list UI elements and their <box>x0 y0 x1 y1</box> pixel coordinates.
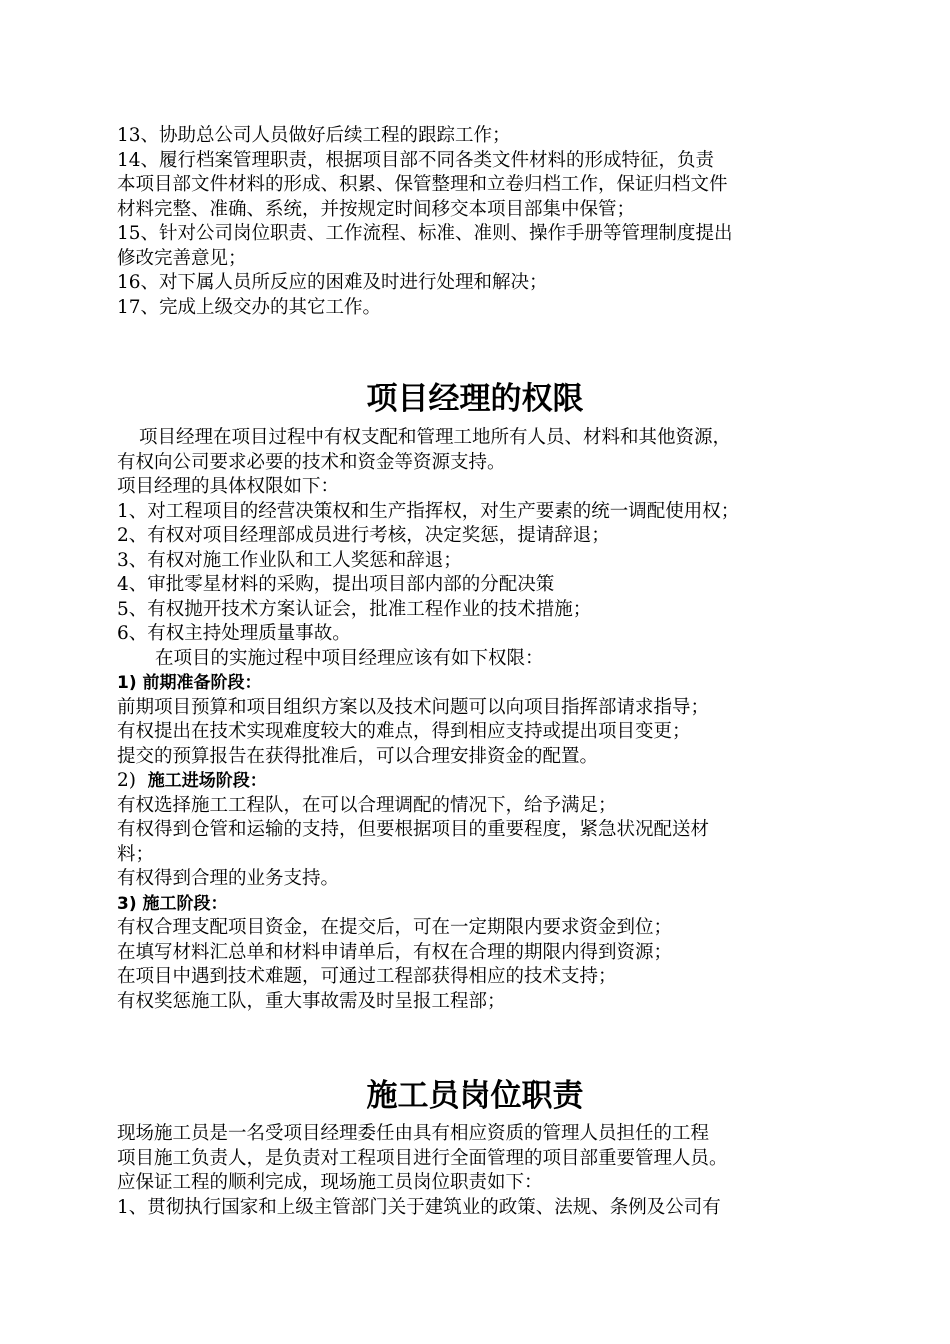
phase-heading-construction: 3) 施工阶段： <box>117 893 228 914</box>
list-item: 前期项目预算和项目组织方案以及技术问题可以向项目指挥部请求指导； <box>117 696 710 718</box>
duty-list-continued <box>117 124 839 320</box>
paragraph-line: 项目经理在项目过程中有权支配和管理工地所有人员、材料和其他资源， <box>139 427 732 448</box>
section-title-construction-worker-duties: 施工员岗位职责 <box>366 1078 584 1114</box>
pm-authority-body <box>117 426 839 1014</box>
paragraph-line: 有权向公司要求必要的技术和资金等资源支持。 <box>117 451 506 473</box>
list-item: 有权得到合理的业务支持。 <box>117 868 340 889</box>
list-item: 修改完善意见； <box>117 247 247 269</box>
paragraph-line: 现场施工员是一名受项目经理委任由具有相应资质的管理人员担任的工程 <box>117 1123 710 1144</box>
list-item: 有权提出在技术实现难度较大的难点，得到相应支持或提出项目变更； <box>117 721 691 742</box>
list-item: 16、对下属人员所反应的困难及时进行处理和解决； <box>117 272 548 293</box>
list-item: 有权合理支配项目资金，在提交后，可在一定期限内要求资金到位； <box>117 917 673 938</box>
list-item: 1、对工程项目的经营决策权和生产指挥权，对生产要素的统一调配使用权； <box>117 500 740 522</box>
list-item: 有权选择施工工程队，在可以合理调配的情况下，给予满足； <box>117 794 617 816</box>
list-item: 15、针对公司岗位职责、工作流程、标准、准则、操作手册等管理制度提出 <box>117 223 733 244</box>
list-item: 料； <box>117 843 155 865</box>
list-item: 13、协助总公司人员做好后续工程的跟踪工作； <box>117 125 511 146</box>
paragraph-line: 项目经理的具体权限如下： <box>117 476 340 497</box>
list-item: 在填写材料汇总单和材料申请单后，有权在合理的期限内得到资源； <box>117 941 673 963</box>
paragraph-line: 应保证工程的顺利完成，现场施工员岗位职责如下： <box>117 1172 543 1193</box>
list-item: 提交的预算报告在获得批准后，可以合理安排资金的配置。 <box>117 745 599 767</box>
list-item: 1、贯彻执行国家和上级主管部门关于建筑业的政策、法规、条例及公司有 <box>117 1196 721 1218</box>
section-title-pm-authority: 项目经理的权限 <box>366 381 584 417</box>
phase-heading-preparation: 1) 前期准备阶段： <box>117 673 262 693</box>
list-item: 2、有权对项目经理部成员进行考核，决定奖惩，提请辞退； <box>117 525 610 546</box>
list-item: 本项目部文件材料的形成、积累、保管整理和立卷归档工作，保证归档文件 <box>117 174 728 195</box>
list-item: 有权奖惩施工队，重大事故需及时呈报工程部； <box>117 990 506 1012</box>
list-item: 6、有权主持处理质量事故。 <box>117 623 351 644</box>
phase-title: 施工进场阶段： <box>147 771 267 791</box>
list-item: 有权得到仓管和运输的支持，但要根据项目的重要程度，紧急状况配送材 <box>117 819 710 840</box>
list-item: 4、审批零星材料的采购，提出项目部内部的分配决策 <box>117 574 555 595</box>
list-item: 14、履行档案管理职责，根据项目部不同各类文件材料的形成特征，负责 <box>117 149 715 171</box>
construction-worker-duties-body <box>117 1122 839 1220</box>
list-item: 材料完整、准确、系统，并按规定时间移交本项目部集中保管； <box>117 198 636 220</box>
paragraph-line: 项目施工负责人，是负责对工程项目进行全面管理的项目部重要管理人员。 <box>117 1147 728 1169</box>
list-item: 在项目中遇到技术难题，可通过工程部获得相应的技术支持； <box>117 966 617 987</box>
list-item: 3、有权对施工作业队和工人奖惩和辞退； <box>117 549 462 571</box>
phase-heading-site-entry <box>117 769 839 794</box>
phase-number: 2) <box>117 770 136 791</box>
list-item: 17、完成上级交办的其它工作。 <box>117 296 382 318</box>
paragraph-line: 在项目的实施过程中项目经理应该有如下权限： <box>155 647 544 669</box>
list-item: 5、有权抛开技术方案认证会，批准工程作业的技术措施； <box>117 598 592 620</box>
